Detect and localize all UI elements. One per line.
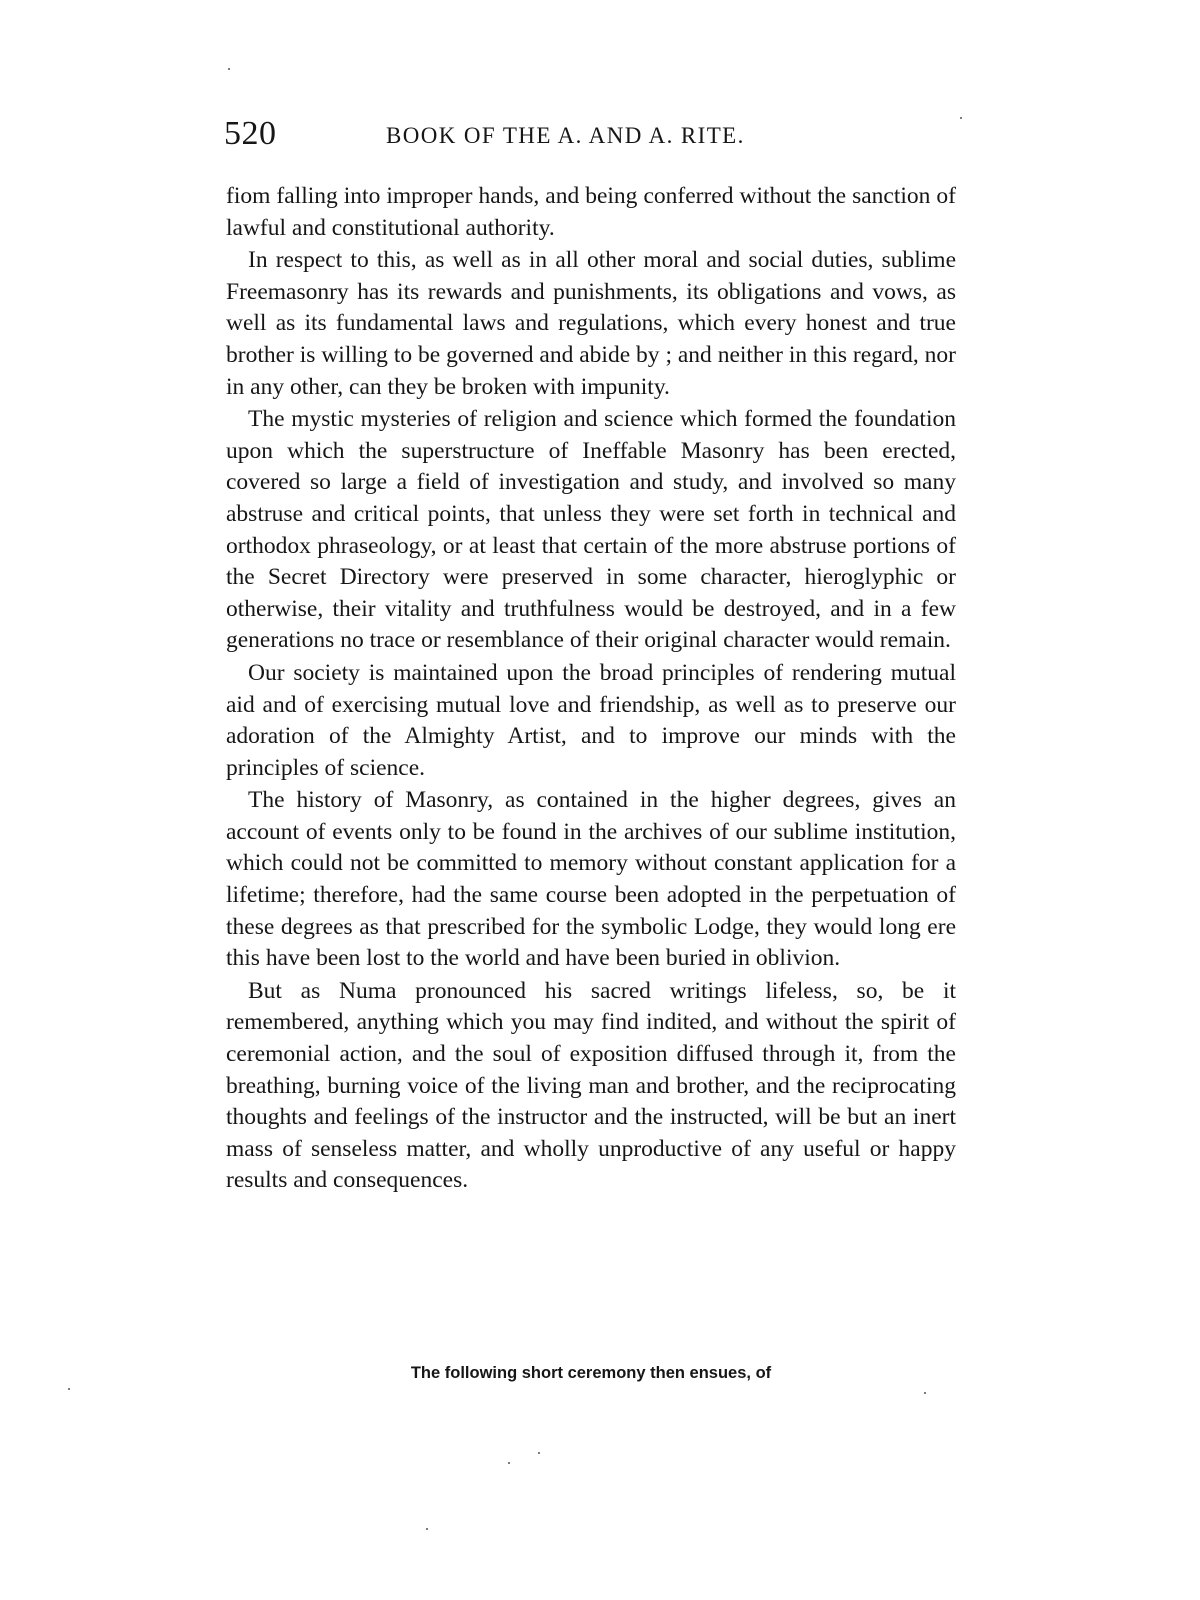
- scan-speck: [538, 1452, 540, 1454]
- paragraph: But as Numa pronounced his sacred writings lifeless, so, be it remembered, anything which you may find indited, and without the spirit of ceremonial action, and the soul of exposition diffused through it, from the breathing, burning voice of the living man and brother, and the reciprocating thoughts and feelings of the instructor and the instructed, will be but an inert mass of senseless matter, and wholly unproductive of any useful or happy results and consequences.: [226, 977, 956, 1194]
- running-head: [224, 112, 964, 156]
- running-head-title: BOOK OF THE A. AND A. RITE.: [386, 123, 745, 148]
- scan-speck: [68, 1388, 70, 1390]
- page-number: 520: [224, 115, 277, 152]
- scan-speck: [960, 117, 962, 119]
- scan-speck: [508, 1462, 510, 1464]
- scan-speck: [426, 1528, 428, 1530]
- body-text: [226, 181, 956, 1197]
- closing-caption: The following short ceremony then ensues, of: [410, 1364, 772, 1382]
- paragraph-continued: fiom falling into improper hands, and being conferred without the sanction of lawful and constitutional authority.: [226, 183, 956, 241]
- scan-speck: [228, 68, 230, 70]
- scan-speck: [924, 1392, 926, 1394]
- paragraph: In respect to this, as well as in all other moral and social duties, sublime Freemasonry has its rewards and punishments, its obligations and vows, as well as its fundamental laws and regulations, which every honest and true brother is willing to be governed and abide by ; and neither in this regard, nor in any other, can they be broken with impunity.: [226, 247, 956, 400]
- paragraph: The mystic mysteries of religion and science which formed the foundation upon which the superstructure of Ineffable Masonry has been erected, covered so large a field of investigation and study, and involved so many abstruse and critical points, that unless they were set forth in technical and orthodox phraseology, or at least that certain of the more abstruse portions of the Secret Directory were preserved in some character, hieroglyphic or otherwise, their vitality and truthfulness would be destroyed, and in a few generations no trace or resemblance of their original character would remain.: [226, 406, 956, 654]
- paragraph: The history of Masonry, as contained in the higher degrees, gives an account of events only to be found in the archives of our sublime institution, which could not be committed to memory without constant application for a lifetime; therefore, had the same course been adopted in the perpetuation of these degrees as that prescribed for the symbolic Lodge, they would long ere this have been lost to the world and have been buried in oblivion.: [226, 787, 956, 972]
- paragraph: Our society is maintained upon the broad principles of rendering mutual aid and of exercising mutual love and friendship, as well as to preserve our adoration of the Almighty Artist, and to improve our minds with the principles of science.: [226, 659, 956, 781]
